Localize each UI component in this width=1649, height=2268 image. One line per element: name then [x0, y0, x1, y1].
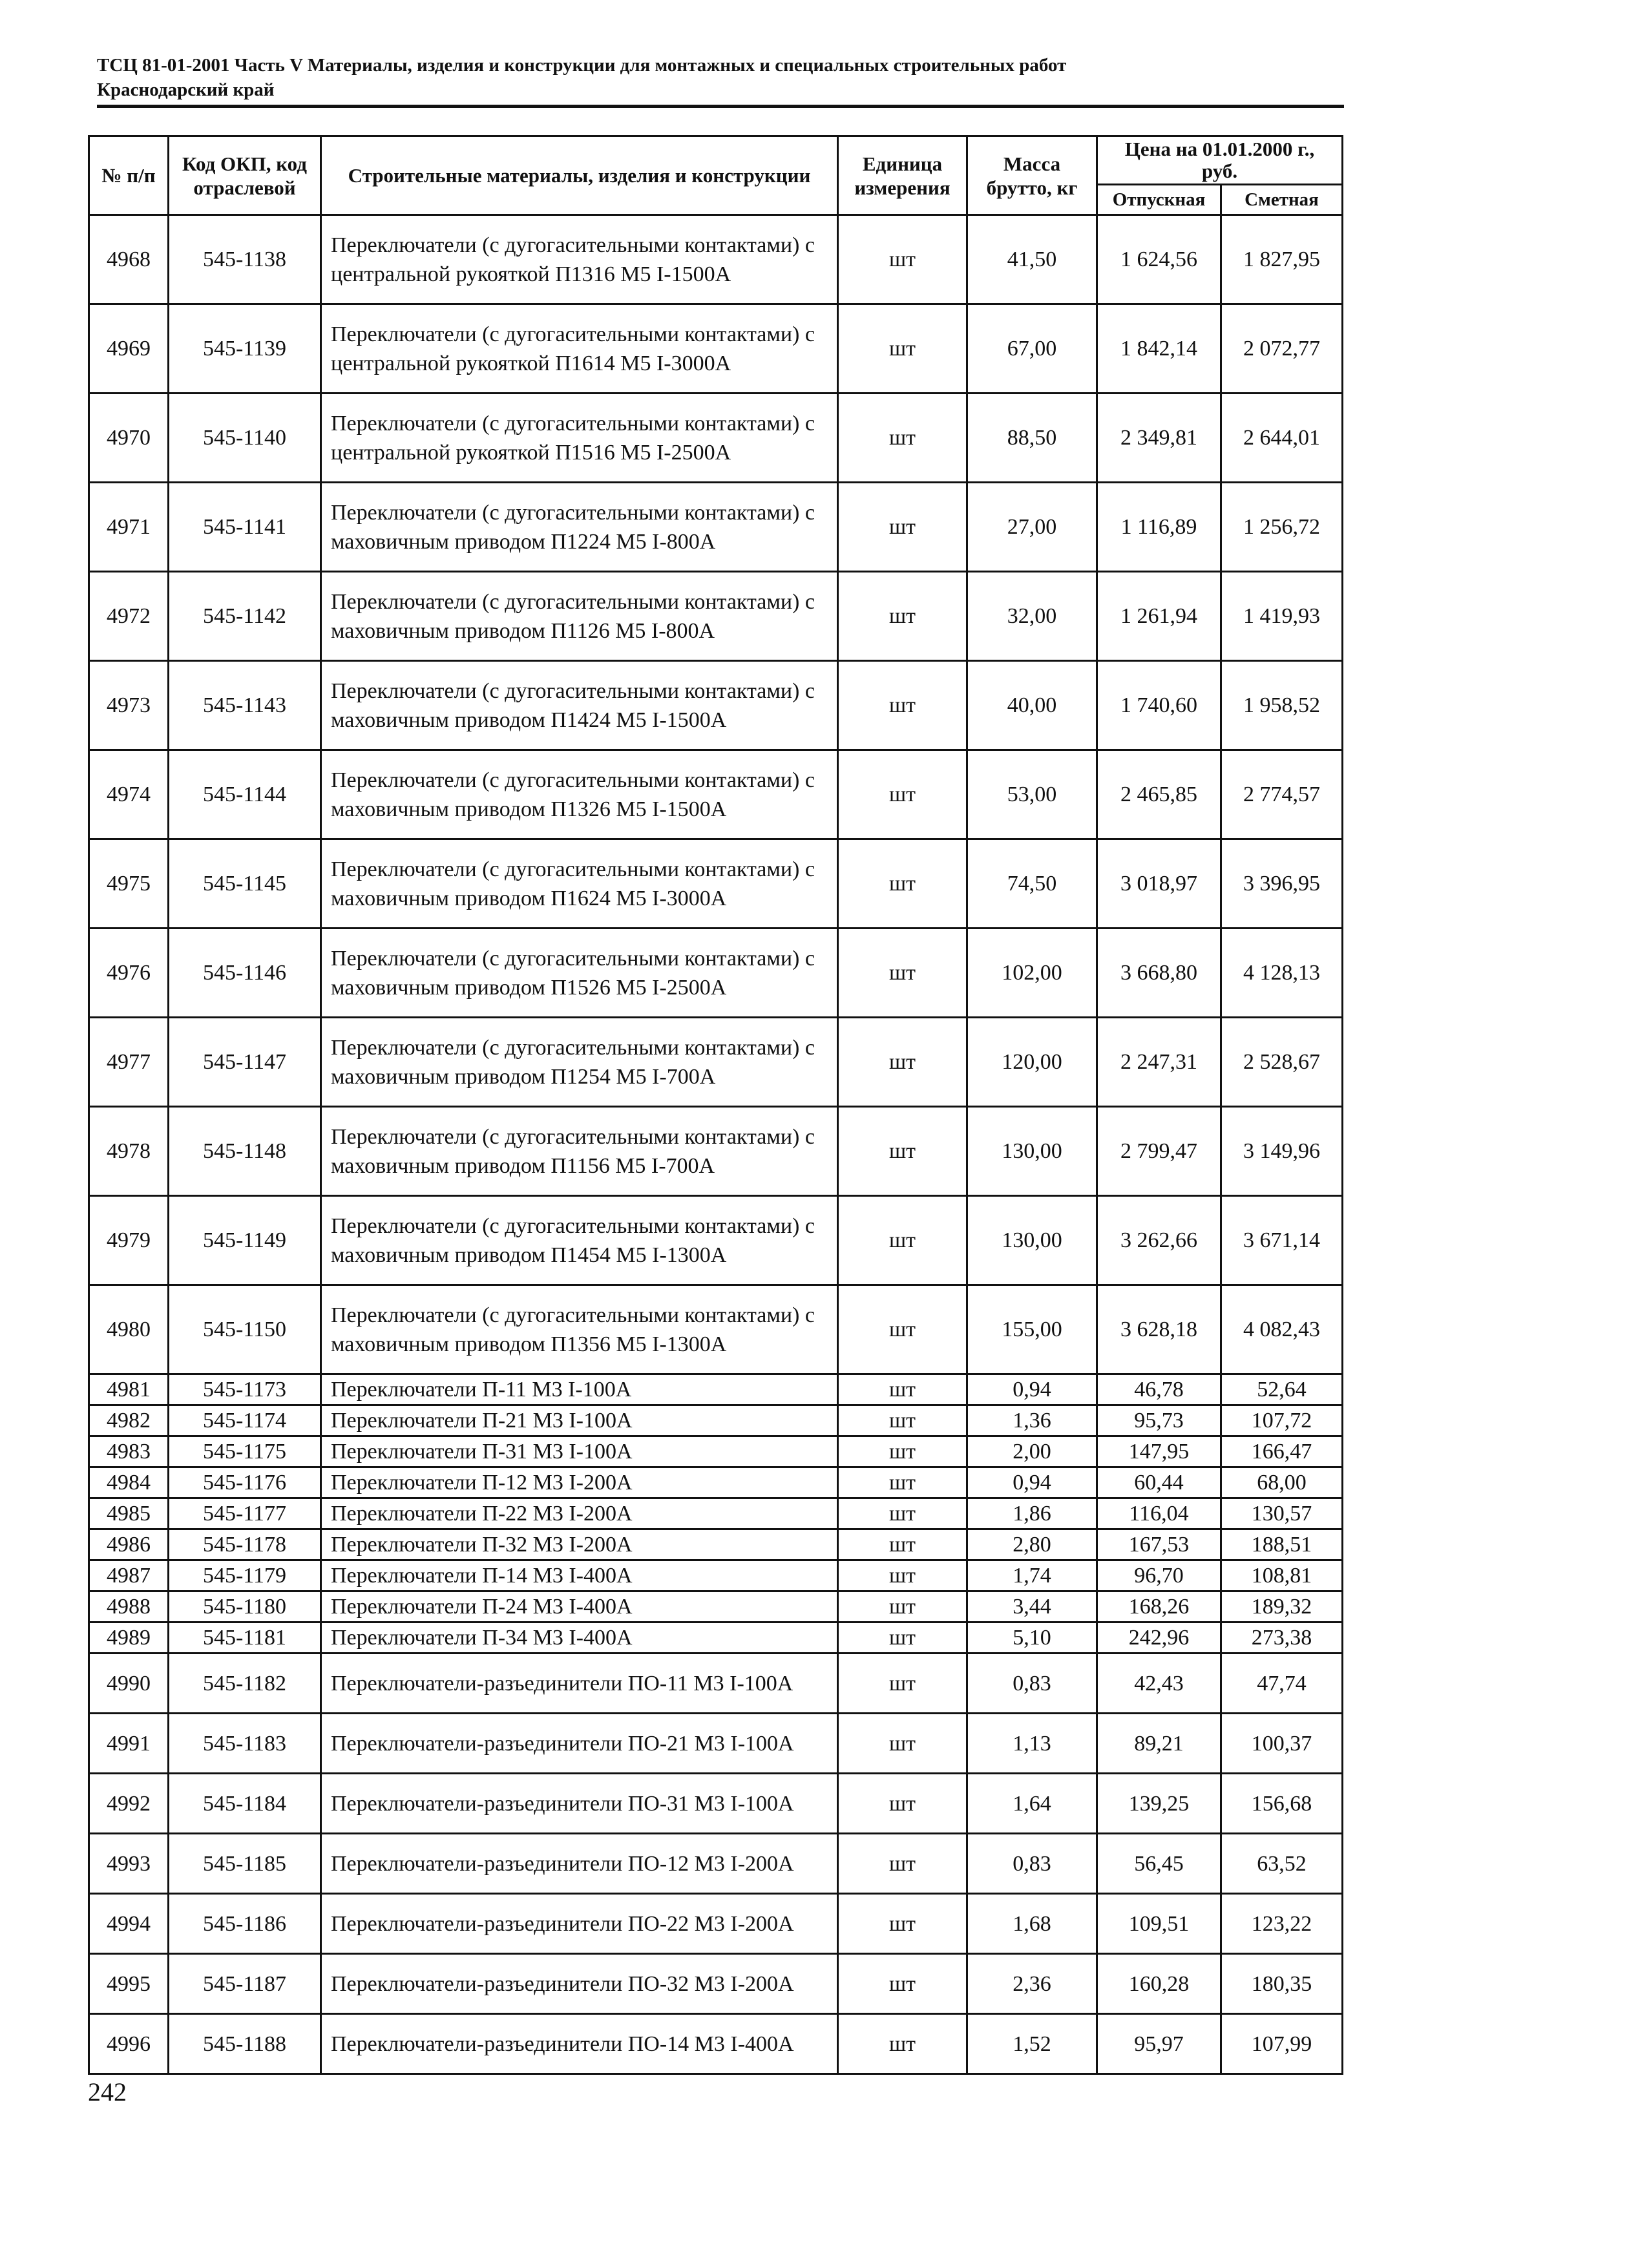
cell-price-release: 1 740,60	[1097, 661, 1221, 750]
price-table	[88, 135, 1343, 2075]
cell-unit: шт	[838, 1107, 967, 1196]
cell-mass: 2,80	[967, 1529, 1097, 1560]
cell-unit: шт	[838, 839, 967, 929]
cell-mass: 1,52	[967, 2014, 1097, 2074]
page-header	[97, 53, 1344, 102]
cell-price-estimate: 2 774,57	[1221, 750, 1343, 839]
table-row	[89, 1196, 1343, 1285]
table-row	[89, 1498, 1343, 1529]
cell-unit: шт	[838, 1591, 967, 1622]
cell-unit: шт	[838, 394, 967, 483]
col-header-mass: Масса брутто, кг	[967, 136, 1097, 215]
cell-price-estimate: 108,81	[1221, 1560, 1343, 1591]
table-row	[89, 1107, 1343, 1196]
table-row	[89, 1529, 1343, 1560]
cell-num: 4991	[89, 1714, 169, 1774]
cell-price-estimate: 273,38	[1221, 1622, 1343, 1654]
cell-unit: шт	[838, 661, 967, 750]
header-title: ТСЦ 81-01-2001 Часть V Материалы, изделия и конструкции для монтажных и специальных строительных работ	[97, 55, 1067, 76]
cell-price-release: 2 465,85	[1097, 750, 1221, 839]
cell-price-release: 147,95	[1097, 1436, 1221, 1467]
cell-mass: 67,00	[967, 304, 1097, 394]
col-header-num: № п/п	[89, 136, 169, 215]
cell-name: Переключатели П-31 М3 I-100А	[321, 1436, 838, 1467]
cell-price-estimate: 4 128,13	[1221, 929, 1343, 1018]
cell-num: 4981	[89, 1374, 169, 1405]
cell-unit: шт	[838, 483, 967, 572]
cell-price-release: 46,78	[1097, 1374, 1221, 1405]
cell-code: 545-1150	[169, 1285, 321, 1374]
table-row	[89, 1774, 1343, 1834]
cell-unit: шт	[838, 1498, 967, 1529]
cell-unit: шт	[838, 215, 967, 304]
cell-code: 545-1149	[169, 1196, 321, 1285]
cell-code: 545-1186	[169, 1894, 321, 1954]
cell-mass: 1,36	[967, 1405, 1097, 1436]
cell-price-release: 1 842,14	[1097, 304, 1221, 394]
cell-price-estimate: 1 256,72	[1221, 483, 1343, 572]
cell-price-release: 2 247,31	[1097, 1018, 1221, 1107]
cell-name: Переключатели-разъединители ПО-21 М3 I-100А	[321, 1714, 838, 1774]
cell-num: 4974	[89, 750, 169, 839]
cell-num: 4975	[89, 839, 169, 929]
cell-num: 4979	[89, 1196, 169, 1285]
cell-name: Переключатели-разъединители ПО-11 М3 I-100А	[321, 1654, 838, 1714]
cell-code: 545-1147	[169, 1018, 321, 1107]
cell-price-estimate: 4 082,43	[1221, 1285, 1343, 1374]
cell-price-release: 242,96	[1097, 1622, 1221, 1654]
cell-price-release: 1 116,89	[1097, 483, 1221, 572]
cell-name: Переключатели П-24 М3 I-400А	[321, 1591, 838, 1622]
table-row	[89, 1018, 1343, 1107]
cell-name: Переключатели (с дугогасительными контактами) с центральной рукояткой П1614 М5 I-3000А	[321, 304, 838, 394]
table-row	[89, 661, 1343, 750]
cell-code: 545-1148	[169, 1107, 321, 1196]
cell-price-release: 56,45	[1097, 1834, 1221, 1894]
cell-name: Переключатели (с дугогасительными контактами) с маховичным приводом П1224 М5 I-800А	[321, 483, 838, 572]
table-row	[89, 839, 1343, 929]
table-row	[89, 1834, 1343, 1894]
cell-num: 4980	[89, 1285, 169, 1374]
cell-code: 545-1141	[169, 483, 321, 572]
header-divider	[97, 105, 1344, 108]
cell-price-release: 95,73	[1097, 1405, 1221, 1436]
cell-name: Переключатели П-14 М3 I-400А	[321, 1560, 838, 1591]
cell-price-release: 160,28	[1097, 1954, 1221, 2014]
cell-price-release: 60,44	[1097, 1467, 1221, 1498]
cell-price-release: 96,70	[1097, 1560, 1221, 1591]
cell-num: 4976	[89, 929, 169, 1018]
cell-name: Переключатели П-21 М3 I-100А	[321, 1405, 838, 1436]
cell-unit: шт	[838, 1714, 967, 1774]
cell-price-release: 1 261,94	[1097, 572, 1221, 661]
cell-name: Переключатели (с дугогасительными контактами) с маховичным приводом П1126 М5 I-800А	[321, 572, 838, 661]
cell-name: Переключатели-разъединители ПО-31 М3 I-100А	[321, 1774, 838, 1834]
cell-code: 545-1188	[169, 2014, 321, 2074]
cell-price-release: 116,04	[1097, 1498, 1221, 1529]
cell-name: Переключатели (с дугогасительными контактами) с маховичным приводом П1156 М5 I-700А	[321, 1107, 838, 1196]
cell-num: 4969	[89, 304, 169, 394]
cell-mass: 1,74	[967, 1560, 1097, 1591]
cell-price-estimate: 2 072,77	[1221, 304, 1343, 394]
cell-price-release: 3 018,97	[1097, 839, 1221, 929]
cell-mass: 41,50	[967, 215, 1097, 304]
table-row	[89, 1622, 1343, 1654]
cell-name: Переключатели (с дугогасительными контактами) с маховичным приводом П1454 М5 I-1300А	[321, 1196, 838, 1285]
cell-name: Переключатели П-22 М3 I-200А	[321, 1498, 838, 1529]
cell-name: Переключатели П-11 М3 I-100А	[321, 1374, 838, 1405]
cell-num: 4990	[89, 1654, 169, 1714]
cell-name: Переключатели (с дугогасительными контактами) с маховичным приводом П1526 М5 I-2500А	[321, 929, 838, 1018]
cell-code: 545-1181	[169, 1622, 321, 1654]
cell-unit: шт	[838, 1018, 967, 1107]
cell-price-release: 109,51	[1097, 1894, 1221, 1954]
page-number: 242	[88, 2077, 127, 2106]
cell-code: 545-1145	[169, 839, 321, 929]
cell-num: 4978	[89, 1107, 169, 1196]
cell-unit: шт	[838, 1622, 967, 1654]
col-header-unit: Единица измерения	[838, 136, 967, 215]
cell-num: 4973	[89, 661, 169, 750]
cell-price-estimate: 188,51	[1221, 1529, 1343, 1560]
cell-unit: шт	[838, 1374, 967, 1405]
cell-mass: 1,68	[967, 1894, 1097, 1954]
cell-mass: 155,00	[967, 1285, 1097, 1374]
cell-mass: 1,64	[967, 1774, 1097, 1834]
cell-unit: шт	[838, 1436, 967, 1467]
cell-unit: шт	[838, 1405, 967, 1436]
cell-code: 545-1183	[169, 1714, 321, 1774]
cell-price-release: 2 349,81	[1097, 394, 1221, 483]
cell-unit: шт	[838, 572, 967, 661]
cell-unit: шт	[838, 1834, 967, 1894]
cell-price-estimate: 1 827,95	[1221, 215, 1343, 304]
cell-name: Переключатели-разъединители ПО-14 М3 I-400А	[321, 2014, 838, 2074]
table-row	[89, 1714, 1343, 1774]
col-header-name: Строительные материалы, изделия и конструкции	[321, 136, 838, 215]
table-row	[89, 304, 1343, 394]
table-row	[89, 2014, 1343, 2074]
cell-price-release: 139,25	[1097, 1774, 1221, 1834]
table-row	[89, 572, 1343, 661]
cell-code: 545-1182	[169, 1654, 321, 1714]
cell-unit: шт	[838, 929, 967, 1018]
cell-price-estimate: 2 528,67	[1221, 1018, 1343, 1107]
col-header-code: Код ОКП, код отраслевой	[169, 136, 321, 215]
cell-num: 4983	[89, 1436, 169, 1467]
cell-unit: шт	[838, 750, 967, 839]
cell-num: 4986	[89, 1529, 169, 1560]
cell-unit: шт	[838, 304, 967, 394]
cell-mass: 0,83	[967, 1834, 1097, 1894]
cell-num: 4977	[89, 1018, 169, 1107]
cell-price-estimate: 3 149,96	[1221, 1107, 1343, 1196]
cell-price-estimate: 107,72	[1221, 1405, 1343, 1436]
cell-code: 545-1174	[169, 1405, 321, 1436]
cell-name: Переключатели П-12 М3 I-200А	[321, 1467, 838, 1498]
cell-mass: 102,00	[967, 929, 1097, 1018]
cell-price-estimate: 3 396,95	[1221, 839, 1343, 929]
cell-mass: 3,44	[967, 1591, 1097, 1622]
cell-mass: 40,00	[967, 661, 1097, 750]
cell-price-release: 95,97	[1097, 2014, 1221, 2074]
cell-code: 545-1143	[169, 661, 321, 750]
cell-num: 4985	[89, 1498, 169, 1529]
col-header-price-estimate: Сметная	[1221, 185, 1343, 215]
cell-num: 4971	[89, 483, 169, 572]
cell-mass: 0,83	[967, 1654, 1097, 1714]
cell-name: Переключатели (с дугогасительными контактами) с центральной рукояткой П1516 М5 I-2500А	[321, 394, 838, 483]
cell-num: 4970	[89, 394, 169, 483]
cell-code: 545-1142	[169, 572, 321, 661]
table-row	[89, 394, 1343, 483]
cell-mass: 5,10	[967, 1622, 1097, 1654]
cell-name: Переключатели (с дугогасительными контактами) с маховичным приводом П1254 М5 I-700А	[321, 1018, 838, 1107]
header-region: Краснодарский край	[97, 79, 275, 100]
cell-mass: 130,00	[967, 1107, 1097, 1196]
cell-price-estimate: 189,32	[1221, 1591, 1343, 1622]
cell-mass: 27,00	[967, 483, 1097, 572]
table-row	[89, 1467, 1343, 1498]
table-row	[89, 1894, 1343, 1954]
cell-price-estimate: 107,99	[1221, 2014, 1343, 2074]
cell-price-release: 42,43	[1097, 1654, 1221, 1714]
cell-code: 545-1178	[169, 1529, 321, 1560]
table-row	[89, 1954, 1343, 2014]
table-row	[89, 1591, 1343, 1622]
cell-code: 545-1179	[169, 1560, 321, 1591]
cell-name: Переключатели-разъединители ПО-32 М3 I-200А	[321, 1954, 838, 2014]
cell-unit: шт	[838, 2014, 967, 2074]
cell-code: 545-1138	[169, 215, 321, 304]
cell-unit: шт	[838, 1196, 967, 1285]
cell-name: Переключатели (с дугогасительными контактами) с маховичным приводом П1326 М5 I-1500А	[321, 750, 838, 839]
cell-name: Переключатели (с дугогасительными контактами) с маховичным приводом П1356 М5 I-1300А	[321, 1285, 838, 1374]
cell-price-estimate: 130,57	[1221, 1498, 1343, 1529]
cell-unit: шт	[838, 1560, 967, 1591]
cell-mass: 53,00	[967, 750, 1097, 839]
cell-price-estimate: 100,37	[1221, 1714, 1343, 1774]
cell-price-estimate: 180,35	[1221, 1954, 1343, 2014]
cell-price-release: 3 668,80	[1097, 929, 1221, 1018]
cell-name: Переключатели (с дугогасительными контактами) с маховичным приводом П1424 М5 I-1500А	[321, 661, 838, 750]
cell-name: Переключатели П-32 М3 I-200А	[321, 1529, 838, 1560]
cell-price-estimate: 52,64	[1221, 1374, 1343, 1405]
cell-unit: шт	[838, 1774, 967, 1834]
cell-num: 4993	[89, 1834, 169, 1894]
cell-price-estimate: 1 419,93	[1221, 572, 1343, 661]
cell-mass: 120,00	[967, 1018, 1097, 1107]
cell-mass: 0,94	[967, 1374, 1097, 1405]
table-body	[89, 215, 1343, 2074]
cell-code: 545-1140	[169, 394, 321, 483]
cell-code: 545-1175	[169, 1436, 321, 1467]
table-row	[89, 1654, 1343, 1714]
cell-name: Переключатели-разъединители ПО-12 М3 I-200А	[321, 1834, 838, 1894]
cell-price-release: 168,26	[1097, 1591, 1221, 1622]
cell-price-estimate: 63,52	[1221, 1834, 1343, 1894]
table-row	[89, 483, 1343, 572]
cell-code: 545-1139	[169, 304, 321, 394]
cell-price-release: 1 624,56	[1097, 215, 1221, 304]
cell-mass: 0,94	[967, 1467, 1097, 1498]
cell-unit: шт	[838, 1654, 967, 1714]
cell-price-estimate: 166,47	[1221, 1436, 1343, 1467]
cell-price-estimate: 2 644,01	[1221, 394, 1343, 483]
cell-name: Переключатели-разъединители ПО-22 М3 I-200А	[321, 1894, 838, 1954]
cell-mass: 74,50	[967, 839, 1097, 929]
cell-mass: 2,00	[967, 1436, 1097, 1467]
table-row	[89, 1374, 1343, 1405]
cell-mass: 1,13	[967, 1714, 1097, 1774]
cell-price-estimate: 1 958,52	[1221, 661, 1343, 750]
table-row	[89, 1436, 1343, 1467]
cell-price-release: 2 799,47	[1097, 1107, 1221, 1196]
table-row	[89, 1285, 1343, 1374]
cell-code: 545-1185	[169, 1834, 321, 1894]
cell-code: 545-1180	[169, 1591, 321, 1622]
cell-mass: 32,00	[967, 572, 1097, 661]
cell-num: 4982	[89, 1405, 169, 1436]
cell-price-release: 3 262,66	[1097, 1196, 1221, 1285]
cell-unit: шт	[838, 1467, 967, 1498]
col-header-price-release: Отпускная	[1097, 185, 1221, 215]
cell-mass: 1,86	[967, 1498, 1097, 1529]
cell-price-estimate: 123,22	[1221, 1894, 1343, 1954]
cell-price-estimate: 156,68	[1221, 1774, 1343, 1834]
cell-code: 545-1146	[169, 929, 321, 1018]
cell-code: 545-1187	[169, 1954, 321, 2014]
cell-mass: 88,50	[967, 394, 1097, 483]
cell-price-release: 89,21	[1097, 1714, 1221, 1774]
cell-mass: 130,00	[967, 1196, 1097, 1285]
cell-code: 545-1176	[169, 1467, 321, 1498]
cell-price-estimate: 68,00	[1221, 1467, 1343, 1498]
cell-code: 545-1184	[169, 1774, 321, 1834]
table-row	[89, 750, 1343, 839]
cell-num: 4994	[89, 1894, 169, 1954]
cell-unit: шт	[838, 1285, 967, 1374]
cell-code: 545-1173	[169, 1374, 321, 1405]
table-row	[89, 929, 1343, 1018]
cell-price-estimate: 3 671,14	[1221, 1196, 1343, 1285]
cell-name: Переключатели (с дугогасительными контактами) с центральной рукояткой П1316 М5 I-1500А	[321, 215, 838, 304]
cell-num: 4992	[89, 1774, 169, 1834]
cell-num: 4988	[89, 1591, 169, 1622]
cell-num: 4987	[89, 1560, 169, 1591]
table-row	[89, 215, 1343, 304]
cell-mass: 2,36	[967, 1954, 1097, 2014]
cell-price-release: 3 628,18	[1097, 1285, 1221, 1374]
cell-num: 4995	[89, 1954, 169, 2014]
cell-name: Переключатели П-34 М3 I-400А	[321, 1622, 838, 1654]
cell-price-release: 167,53	[1097, 1529, 1221, 1560]
cell-price-estimate: 47,74	[1221, 1654, 1343, 1714]
cell-unit: шт	[838, 1894, 967, 1954]
cell-num: 4968	[89, 215, 169, 304]
cell-num: 4984	[89, 1467, 169, 1498]
cell-unit: шт	[838, 1954, 967, 2014]
cell-unit: шт	[838, 1529, 967, 1560]
cell-num: 4972	[89, 572, 169, 661]
cell-name: Переключатели (с дугогасительными контактами) с маховичным приводом П1624 М5 I-3000А	[321, 839, 838, 929]
cell-num: 4996	[89, 2014, 169, 2074]
col-header-price: Цена на 01.01.2000 г., руб.	[1097, 136, 1343, 185]
cell-code: 545-1177	[169, 1498, 321, 1529]
cell-code: 545-1144	[169, 750, 321, 839]
cell-num: 4989	[89, 1622, 169, 1654]
table-row	[89, 1560, 1343, 1591]
table-row	[89, 1405, 1343, 1436]
